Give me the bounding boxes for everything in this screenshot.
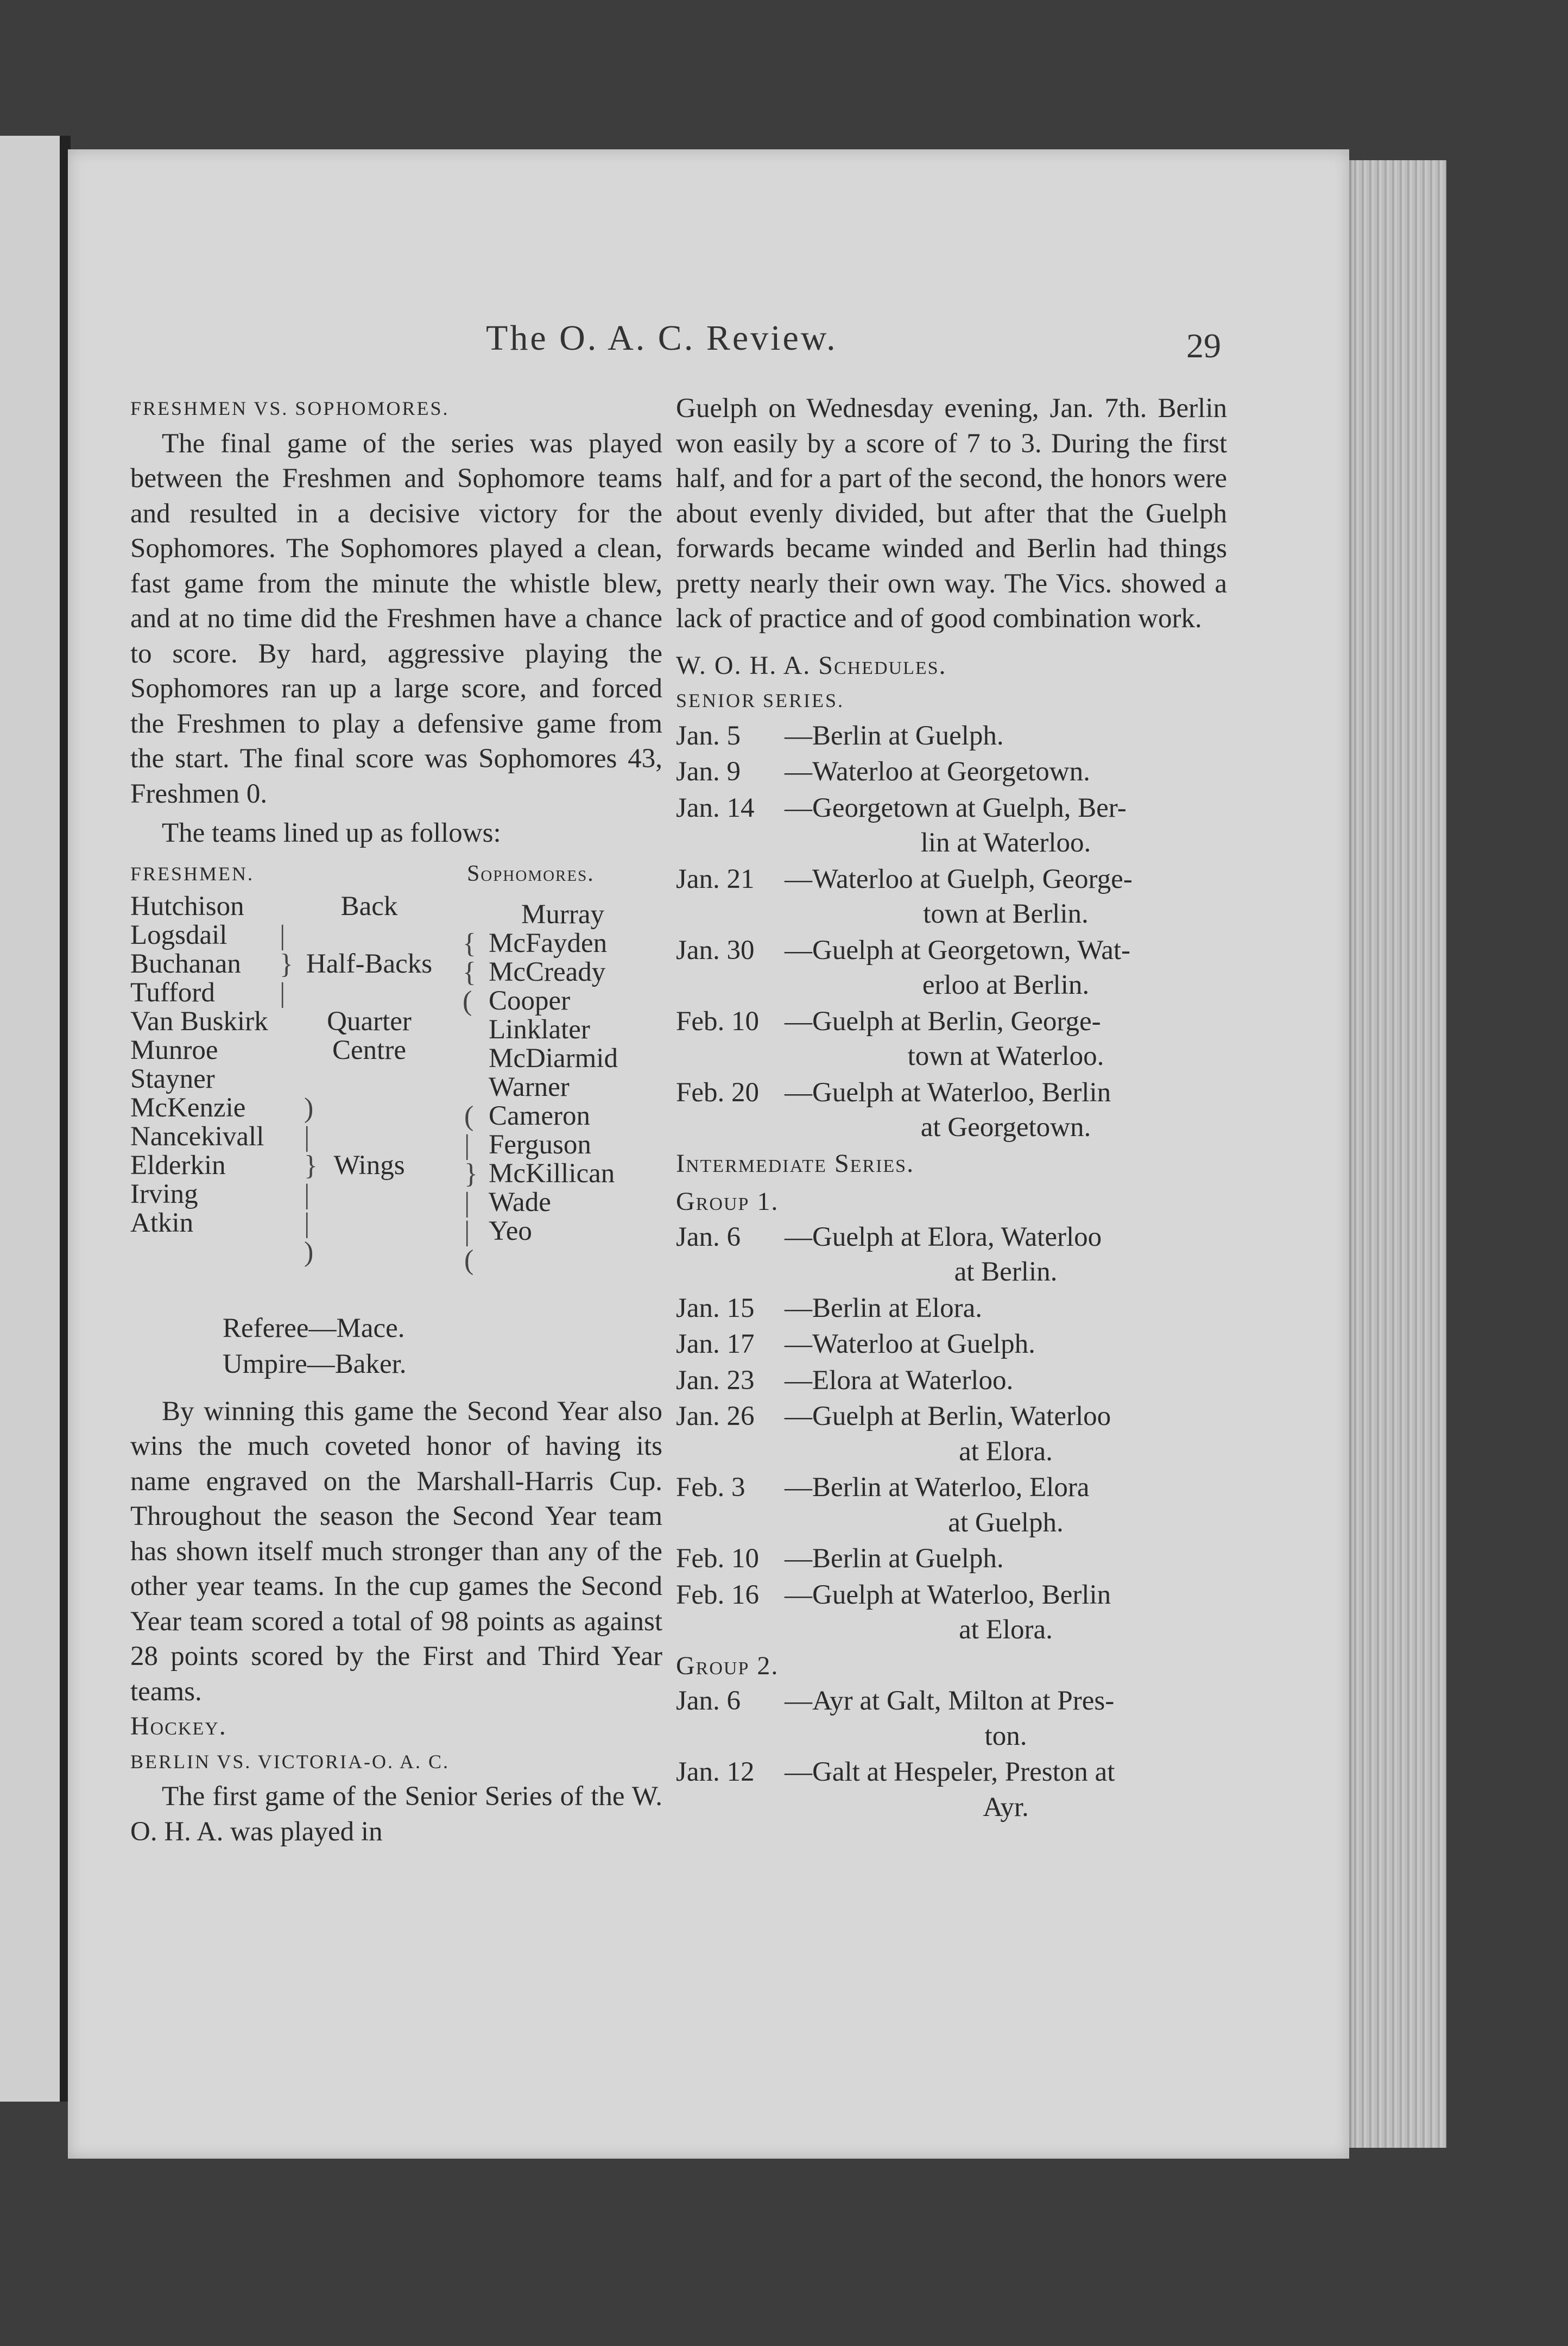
page-number: 29 — [1186, 326, 1221, 365]
schedule-row — [676, 1683, 1227, 1754]
schedule-continued: at Elora. — [959, 1436, 1053, 1467]
freshman-name: Elderkin — [130, 1150, 226, 1181]
article-title: BERLIN VS. VICTORIA-O. A. C. — [130, 1750, 450, 1773]
freshman-name: Stayner — [130, 1063, 215, 1094]
group-2-title: Group 2. — [676, 1651, 779, 1680]
sophomore-name: Warner — [489, 1071, 570, 1102]
schedule-date: Jan. 14 — [676, 792, 755, 823]
schedule-date: Jan. 12 — [676, 1757, 755, 1787]
schedule-date: Jan. 17 — [676, 1329, 755, 1359]
schedule-date: Feb. 10 — [676, 1543, 759, 1574]
freshman-name: McKenzie — [130, 1092, 246, 1123]
schedule-text: —Elora at Waterloo. — [785, 1365, 1014, 1396]
position-wings: Wings — [333, 1150, 405, 1181]
schedule-text: —Berlin at Guelph. — [785, 1543, 1004, 1574]
schedule-text: —Guelph at Berlin, Waterloo — [785, 1401, 1111, 1431]
schedule-text: —Guelph at Waterloo, Berlin — [785, 1579, 1111, 1610]
sophomore-name: Cooper — [489, 985, 571, 1016]
schedule-text: —Galt at Hespeler, Preston at — [785, 1757, 1115, 1787]
position-back: Back — [340, 891, 398, 922]
schedule-date: Jan. 6 — [676, 1221, 741, 1252]
schedule-row — [676, 1075, 1227, 1145]
position-quarter: Quarter — [327, 1006, 412, 1037]
schedule-row — [676, 791, 1227, 861]
senior-schedule — [676, 718, 1227, 1145]
schedule-text: —Guelph at Waterloo, Berlin — [785, 1077, 1111, 1108]
schedule-text: —Guelph at Elora, Waterloo — [785, 1221, 1102, 1252]
sophomore-name: Murray — [521, 899, 604, 930]
freshmen-header: FRESHMEN. — [130, 862, 255, 885]
schedule-date: Feb. 20 — [676, 1077, 759, 1108]
facing-page-edge — [0, 136, 63, 2102]
freshmen-list — [130, 892, 268, 1238]
schedule-row — [676, 1004, 1227, 1074]
paragraph: The final game of the series was played between the Freshmen and Sophomore teams and resulted in a decisive victory for the Sophomores. The Sophomores played a clean, fast game from the minute the whistle blew, and at no time did the Freshmen have a chance to score. By hard, aggressive playing the Sophomores ran up a large score, and forced the Freshmen to play a defensive game from the start. The final score was Sophomores 43, Freshmen 0. — [130, 428, 662, 809]
schedule-row — [676, 1755, 1227, 1825]
sophomore-name: Linklater — [489, 1014, 590, 1045]
schedule-row — [676, 718, 1227, 754]
schedule-text: —Waterloo at Guelph, George- — [785, 863, 1133, 894]
schedule-date: Jan. 30 — [676, 935, 755, 966]
schedule-date: Jan. 26 — [676, 1401, 755, 1431]
sophomore-name: Ferguson — [489, 1129, 591, 1160]
schedule-date: Jan. 5 — [676, 720, 741, 751]
freshman-name: Munroe — [130, 1035, 218, 1065]
position-half-backs: Half-Backs — [306, 948, 433, 979]
schedule-text: —Georgetown at Guelph, Ber- — [785, 792, 1127, 823]
schedule-row — [676, 1363, 1227, 1398]
schedule-text: —Guelph at Berlin, George- — [785, 1006, 1101, 1037]
schedule-continued: Ayr. — [983, 1792, 1029, 1822]
schedule-date: Feb. 3 — [676, 1472, 745, 1503]
position-centre: Centre — [332, 1035, 406, 1065]
schedule-continued: town at Berlin. — [923, 899, 1089, 929]
sophomores-list — [489, 900, 618, 1246]
schedule-date: Jan. 9 — [676, 756, 741, 787]
schedules-title: W. O. H. A. Schedules. — [676, 651, 947, 680]
schedule-row — [676, 1291, 1227, 1326]
schedule-row — [676, 1399, 1227, 1469]
schedule-continued: at Georgetown. — [920, 1112, 1091, 1143]
schedule-text: —Berlin at Elora. — [785, 1292, 982, 1323]
sophomores-header: Sophomores. — [467, 861, 595, 886]
freshman-name: Irving — [130, 1178, 198, 1209]
paragraph: By winning this game the Second Year also wins the much coveted honor of having its name engraved on the Marshall-Harris Cup. Throughout the season the Second Year team has shown itself much stronger than any of the other year teams. In the cup games the Second Year team scored a total of 98 points as against 28 points scored by the First and Third Year teams. — [130, 1396, 662, 1707]
schedule-date: Feb. 10 — [676, 1006, 759, 1037]
right-column — [676, 391, 1227, 1826]
freshman-name: Nancekivall — [130, 1121, 264, 1152]
schedule-date: Jan. 6 — [676, 1686, 741, 1716]
freshman-name: Buchanan — [130, 948, 241, 979]
section-heading-hockey: Hockey. — [130, 1712, 227, 1740]
schedule-row — [676, 1541, 1227, 1576]
schedule-date: Jan. 15 — [676, 1292, 755, 1323]
schedule-continued: erloo at Berlin. — [922, 970, 1090, 1000]
paragraph: The first game of the Senior Series of the W. O. H. A. was played in — [130, 1781, 662, 1847]
left-brace-halfbacks: | } | — [280, 919, 293, 1008]
left-column — [130, 391, 662, 1849]
sophomore-name: McFayden — [489, 928, 608, 958]
schedule-continued: at Elora. — [959, 1615, 1053, 1645]
schedule-continued: ton. — [984, 1720, 1027, 1751]
schedule-continued: lin at Waterloo. — [920, 828, 1091, 858]
sophomore-name: Wade — [489, 1187, 551, 1218]
freshman-name: Hutchison — [130, 891, 244, 922]
senior-series-title: SENIOR SERIES. — [676, 690, 845, 711]
schedule-text: —Ayr at Galt, Milton at Pres- — [785, 1686, 1115, 1716]
freshman-name: Tufford — [130, 977, 215, 1008]
schedule-text: —Guelph at Georgetown, Wat- — [785, 935, 1131, 966]
schedule-row — [676, 1470, 1227, 1540]
schedule-continued: town at Waterloo. — [907, 1041, 1104, 1071]
umpire: Umpire—Baker. — [223, 1348, 407, 1379]
freshman-name: Atkin — [130, 1207, 194, 1238]
group-1-schedule — [676, 1220, 1227, 1648]
sophomore-name: McKillican — [489, 1158, 615, 1189]
freshman-name: Logsdail — [130, 919, 227, 950]
freshman-name: Van Buskirk — [130, 1006, 268, 1037]
schedule-row — [676, 1578, 1227, 1648]
team-lineup — [130, 860, 662, 1294]
schedule-date: Jan. 23 — [676, 1365, 755, 1396]
running-head: The O. A. C. Review. — [486, 318, 838, 358]
schedule-row — [676, 862, 1227, 932]
schedule-text: —Waterloo at Georgetown. — [785, 756, 1090, 787]
article-title: FRESHMEN VS. SOPHOMORES. — [130, 398, 450, 419]
paragraph-continued: Guelph on Wednesday evening, Jan. 7th. Berlin won easily by a score of 7 to 3. During the first half, and for a part of the second, the honors were about evenly divided, but after that the Guelph forwards became winded and Berlin had things pretty nearly their own way. The Vics. showed a lack of practice and of good combination work. — [676, 393, 1227, 634]
sophomore-name: McDiarmid — [489, 1043, 618, 1074]
page-block-edge — [1349, 160, 1446, 2148]
sophomore-name: McCready — [489, 956, 606, 987]
schedule-text: —Berlin at Waterloo, Elora — [785, 1472, 1090, 1503]
referee: Referee—Mace. — [223, 1313, 405, 1344]
schedule-continued: at Berlin. — [954, 1257, 1058, 1287]
schedule-row — [676, 933, 1227, 1003]
right-brace-wings: ( | } | | ( — [464, 1100, 478, 1276]
schedule-continued: at Guelph. — [948, 1507, 1064, 1538]
group-2-schedule — [676, 1683, 1227, 1825]
officials — [223, 1310, 662, 1382]
schedule-date: Jan. 21 — [676, 863, 755, 894]
schedule-date: Feb. 16 — [676, 1579, 759, 1610]
sophomore-name: Yeo — [489, 1215, 532, 1246]
left-brace-wings: ) | } | | ) — [304, 1092, 318, 1267]
intermediate-series-title: Intermediate Series. — [676, 1149, 915, 1178]
right-brace-halfbacks: { { ( — [463, 928, 476, 1017]
group-1-title: Group 1. — [676, 1187, 779, 1216]
schedule-row — [676, 754, 1227, 790]
lineup-intro: The teams lined up as follows: — [162, 818, 501, 848]
sophomore-name: Cameron — [489, 1100, 590, 1131]
schedule-text: —Berlin at Guelph. — [785, 720, 1004, 751]
schedule-text: —Waterloo at Guelph. — [785, 1329, 1035, 1359]
schedule-row — [676, 1220, 1227, 1290]
schedule-row — [676, 1327, 1227, 1362]
